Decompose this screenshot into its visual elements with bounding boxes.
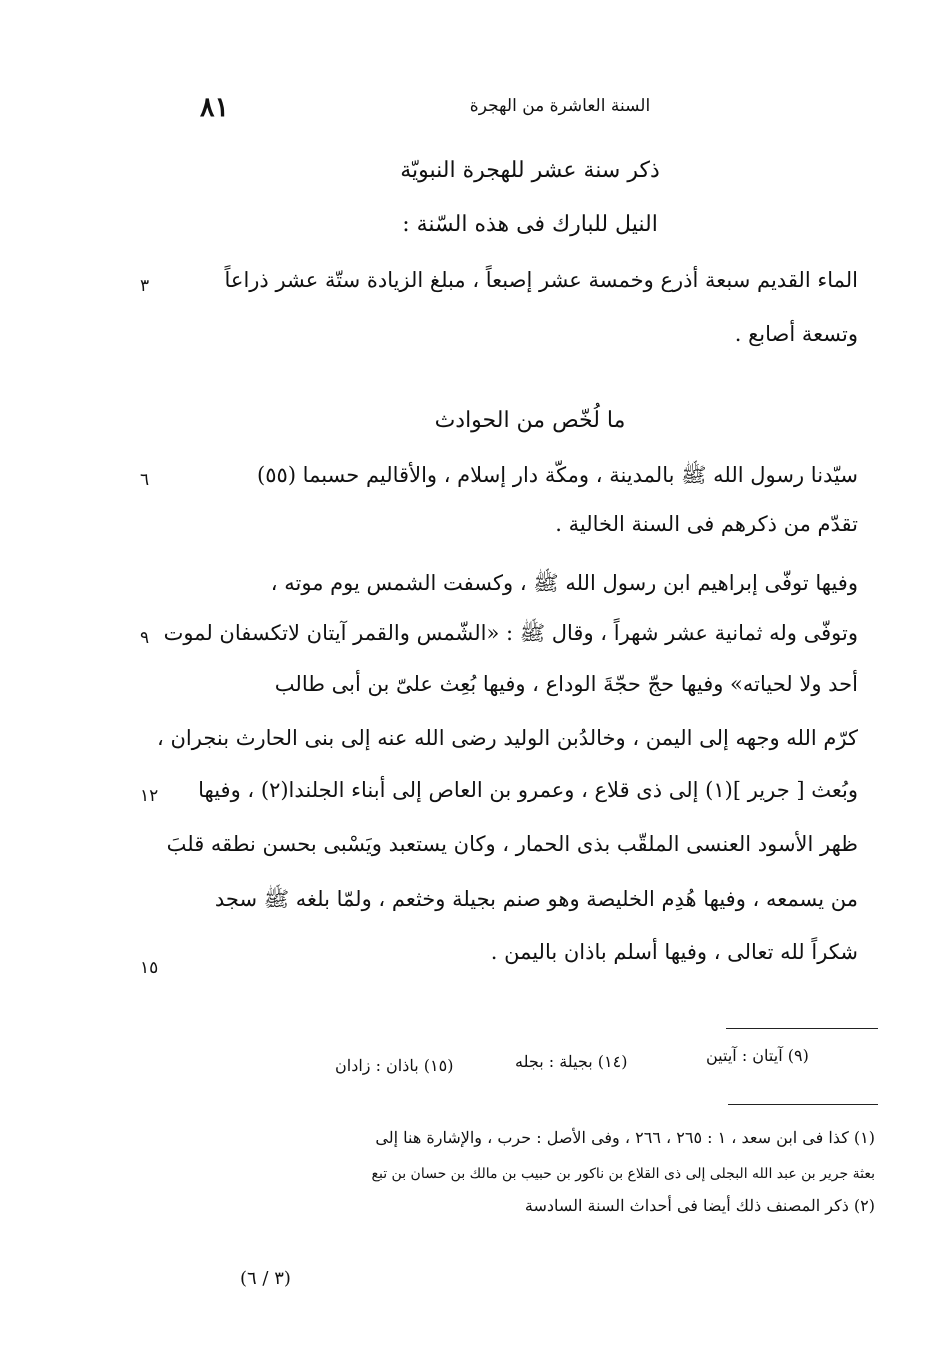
variant-note: (١٤) بجيلة : بجله: [515, 1052, 628, 1071]
footnote-rule: [728, 1104, 878, 1105]
plate-reference: (٣ / ٦): [240, 1268, 291, 1289]
events-line: شكراً لله تعالى ، وفيها أسلم باذان باليمن .: [490, 940, 858, 964]
line-number: ٩: [140, 628, 150, 648]
events-line: وفيها توفّى إبراهيم ابن رسول الله ﷺ ، وكسفت الشمس يوم موته ،: [270, 571, 858, 595]
events-line: تقدّم من ذكرهم فى السنة الخالية .: [555, 512, 858, 536]
events-line: سيّدنا رسول الله ﷺ بالمدينة ، ومكّة دار إسلام ، والأقاليم حسبما (٥٥): [257, 463, 858, 487]
variant-note: (١٥) باذان : زادان: [335, 1056, 454, 1075]
line-number: ١٥: [140, 958, 159, 978]
footnote-line: (٢) ذكر المصنف ذلك أيضا فى أحداث السنة السادسة: [524, 1196, 875, 1215]
line-number: ٦: [140, 470, 150, 490]
events-line: من يسمعه ، وفيها هُدِم الخليصة وهو صنم بجيلة وخثعم ، ولمّا بلغه ﷺ سجد: [214, 887, 858, 911]
events-line: أحد ولا لحياته» وفيها حجّ حجّةَ الوداع ، وفيها بُعِث علىّ بن أبى طالب: [274, 672, 858, 696]
events-line: كرّم الله وجهه إلى اليمن ، وخالدُبن الوليد رضى الله عنه إلى بنى الحارث بنجران ،: [157, 726, 858, 750]
footnote-line: (١) كذا فى ابن سعد ، ١ : ٢٦٥ ، ٢٦٦ ، وفى الأصل : حرب ، والإشارة هنا إلى: [375, 1128, 875, 1147]
running-title: السنة العاشرة من الهجرة: [469, 96, 651, 116]
events-line: ظهر الأسود العنسى الملقّب بذى الحمار ، وكان يستعبد ويَسْبى بحسن نطقه قلبَ: [166, 832, 858, 856]
events-line: وتوفّى وله ثمانية عشر شهراً ، وقال ﷺ : «الشّمس والقمر آيتان لاتكسفان لموت: [163, 621, 858, 645]
nile-line: وتسعة أصابع .: [734, 322, 858, 346]
footnote-line: بعثة جرير بن عبد الله البجلى إلى ذى القلاع بن ناكور بن حبيب بن مالك بن حسان بن تبع: [371, 1166, 875, 1182]
nile-line: الماء القديم سبعة أذرع وخمسة عشر إصبعاً ، مبلغ الزيادة ستّة عشر ذراعاً: [224, 268, 858, 292]
line-number: ٣: [140, 276, 150, 296]
nile-heading: النيل للبارك فى هذه السّنة :: [402, 212, 658, 237]
events-line: وبُعث [ جرير ](١) إلى ذى قلاع ، وعمرو بن العاص إلى أبناء الجلندا(٢) ، وفيها: [198, 778, 858, 802]
line-number: ١٢: [140, 786, 159, 806]
events-heading: ما لُخّص من الحوادث: [434, 408, 626, 433]
apparatus-rule: [726, 1028, 878, 1029]
page-number: ٨١: [200, 92, 230, 123]
variant-note: (٩) آيتان : آيتين: [706, 1046, 809, 1065]
year-heading: ذكر سنة عشر للهجرة النبويّة: [400, 158, 660, 183]
